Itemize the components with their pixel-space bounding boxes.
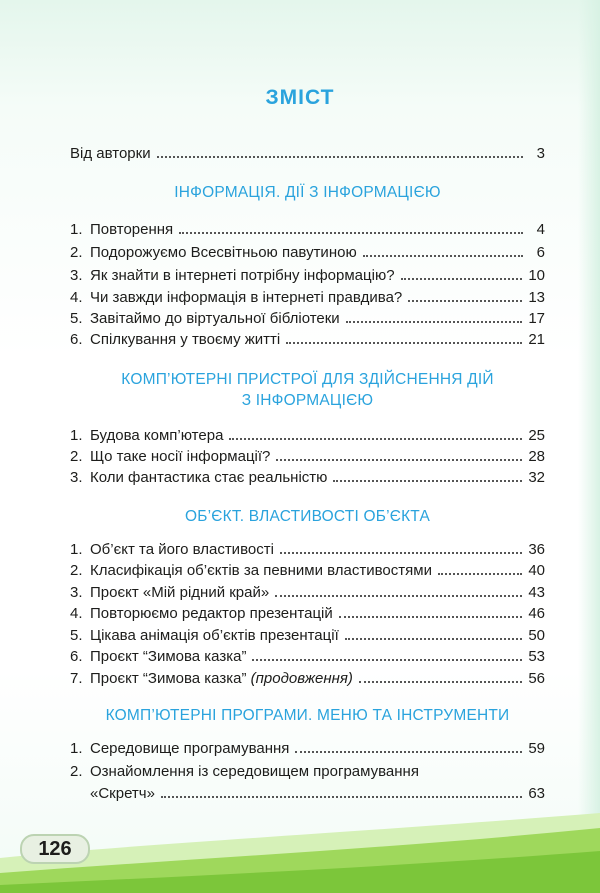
bottom-green-wave bbox=[0, 803, 600, 893]
toc-entry-label: Класифікація об’єктів за певними властивостями bbox=[90, 562, 432, 579]
right-margin-band bbox=[578, 0, 600, 893]
toc-entry-page: 4 bbox=[536, 221, 545, 238]
leader-dots bbox=[295, 751, 522, 753]
toc-entry-page: 32 bbox=[528, 469, 545, 486]
leader-dots bbox=[276, 459, 522, 461]
toc-entry[interactable] bbox=[70, 665, 545, 687]
leader-dots bbox=[345, 638, 523, 640]
toc-entry-page: 43 bbox=[528, 584, 545, 601]
toc-entry-label-continuation: «Скретч» bbox=[90, 785, 155, 802]
toc-entry[interactable] bbox=[70, 422, 545, 444]
page-number: 126 bbox=[20, 834, 90, 864]
toc-entry-two-line[interactable] bbox=[70, 758, 545, 802]
leader-dots bbox=[252, 659, 522, 661]
leader-dots bbox=[438, 573, 522, 575]
toc-entry[interactable] bbox=[70, 239, 545, 261]
leader-dots bbox=[229, 438, 522, 440]
toc-entry-page: 17 bbox=[528, 310, 545, 327]
leader-dots bbox=[161, 796, 522, 798]
toc-entry[interactable] bbox=[70, 464, 545, 486]
toc-entry-number: 3. bbox=[70, 469, 83, 486]
leader-dots bbox=[401, 278, 523, 280]
toc-entry-label: Від авторки bbox=[70, 145, 151, 162]
toc-entry-label: Середовище програмування bbox=[90, 740, 290, 757]
toc-entry[interactable] bbox=[70, 305, 545, 327]
toc-entry-number: 6. bbox=[70, 648, 83, 665]
toc-entry-label: Чи завжди інформація в інтернеті правдива? bbox=[90, 289, 403, 306]
leader-dots bbox=[179, 232, 523, 234]
toc-entry-page: 63 bbox=[528, 785, 545, 802]
leader-dots bbox=[346, 321, 523, 323]
toc-entry[interactable] bbox=[70, 443, 545, 465]
section-heading: ОБ’ЄКТ. ВЛАСТИВОСТІ ОБ’ЄКТА bbox=[185, 508, 430, 525]
page-title: ЗМІСТ bbox=[265, 86, 335, 109]
section-heading: КОМП’ЮТЕРНІ ПРИСТРОЇ ДЛЯ ЗДІЙСНЕННЯ ДІЙ bbox=[121, 371, 494, 388]
toc-entry-page: 10 bbox=[528, 267, 545, 284]
toc-entry-number: 1. bbox=[70, 427, 83, 444]
toc-entry[interactable] bbox=[70, 216, 545, 238]
toc-entry[interactable] bbox=[70, 262, 545, 284]
toc-entry-label: Цікава анімація об’єктів презентації bbox=[90, 627, 339, 644]
toc-entry[interactable] bbox=[70, 600, 545, 622]
toc-entry-number: 2. bbox=[70, 244, 83, 261]
toc-entry-label: Коли фантастика стає реальністю bbox=[90, 469, 328, 486]
toc-entry-number: 3. bbox=[70, 584, 83, 601]
toc-entry-number: 2. bbox=[70, 562, 83, 579]
toc-entry-label: Спілкування у твоєму житті bbox=[90, 331, 281, 348]
toc-entry-page: 53 bbox=[528, 648, 545, 665]
toc-entry-label: Завітаймо до віртуальної бібліотеки bbox=[90, 310, 340, 327]
toc-entry-label: Проєкт “Зимова казка” bbox=[90, 648, 247, 665]
toc-entry[interactable] bbox=[70, 536, 545, 558]
toc-entry[interactable] bbox=[70, 284, 545, 306]
toc-entry-number: 5. bbox=[70, 310, 83, 327]
leader-dots bbox=[157, 156, 523, 158]
toc-entry-page: 56 bbox=[528, 670, 545, 687]
toc-entry-page: 28 bbox=[528, 448, 545, 465]
section-heading: КОМП’ЮТЕРНІ ПРОГРАМИ. МЕНЮ ТА ІНСТРУМЕНТИ bbox=[105, 707, 510, 724]
toc-entry-number: 1. bbox=[70, 740, 83, 757]
toc-entry-page: 50 bbox=[528, 627, 545, 644]
toc-entry-label: Ознайомлення із середовищем програмування bbox=[90, 763, 419, 780]
toc-entry-page: 21 bbox=[528, 331, 545, 348]
toc-entry-label: Повторення bbox=[90, 221, 174, 238]
leader-dots bbox=[339, 616, 523, 618]
toc-entry-page: 46 bbox=[528, 605, 545, 622]
toc-entry-number: 1. bbox=[70, 221, 83, 238]
leader-dots bbox=[280, 552, 522, 554]
toc-entry-label: Повторюємо редактор презентацій bbox=[90, 605, 333, 622]
toc-entry-label: Як знайти в інтернеті потрібну інформацію? bbox=[90, 267, 395, 284]
toc-entry-page: 36 bbox=[528, 541, 545, 558]
leader-dots bbox=[363, 255, 523, 257]
toc-entry-page: 3 bbox=[536, 145, 545, 162]
toc-entry[interactable] bbox=[70, 643, 545, 665]
toc-entry-number: 2. bbox=[70, 448, 83, 465]
toc-entry-page: 40 bbox=[528, 562, 545, 579]
toc-entry-page: 13 bbox=[528, 289, 545, 306]
toc-entry[interactable] bbox=[70, 579, 545, 601]
toc-entry-number: 2. bbox=[70, 763, 83, 780]
leader-dots bbox=[408, 300, 522, 302]
section-heading-continuation: З ІНФОРМАЦІЄЮ bbox=[241, 392, 374, 409]
toc-entry-page: 59 bbox=[528, 740, 545, 757]
toc-entry-number: 6. bbox=[70, 331, 83, 348]
toc-entry-number: 4. bbox=[70, 605, 83, 622]
toc-entry-number: 7. bbox=[70, 670, 83, 687]
leader-dots bbox=[359, 681, 522, 683]
leader-dots bbox=[333, 480, 522, 482]
toc-entry[interactable] bbox=[70, 735, 545, 757]
leader-dots bbox=[275, 595, 522, 597]
toc-entry-label-text: Проєкт “Зимова казка” bbox=[90, 670, 247, 687]
toc-entry-label: Подорожуємо Всесвітньою павутиною bbox=[90, 244, 357, 261]
toc-entry-number: 5. bbox=[70, 627, 83, 644]
toc-entry-label bbox=[90, 670, 353, 687]
toc-entry-label-italic: (продовження) bbox=[250, 670, 353, 687]
toc-entry[interactable] bbox=[70, 557, 545, 579]
toc-entry-number: 1. bbox=[70, 541, 83, 558]
toc-entry-intro[interactable] bbox=[70, 140, 545, 162]
toc-entry-page: 6 bbox=[536, 244, 545, 261]
toc-entry-label: Об’єкт та його властивості bbox=[90, 541, 274, 558]
toc-entry-label: Що таке носії інформації? bbox=[90, 448, 271, 465]
section-heading: ІНФОРМАЦІЯ. ДІЇ З ІНФОРМАЦІЄЮ bbox=[174, 184, 441, 201]
toc-entry-label: Будова комп’ютера bbox=[90, 427, 224, 444]
leader-dots bbox=[286, 342, 522, 344]
toc-entry-page: 25 bbox=[528, 427, 545, 444]
toc-entry-number: 4. bbox=[70, 289, 83, 306]
toc-entry[interactable] bbox=[70, 326, 545, 348]
toc-entry-number: 3. bbox=[70, 267, 83, 284]
toc-entry-label: Проєкт «Мій рідний край» bbox=[90, 584, 270, 601]
toc-entry[interactable] bbox=[70, 622, 545, 644]
